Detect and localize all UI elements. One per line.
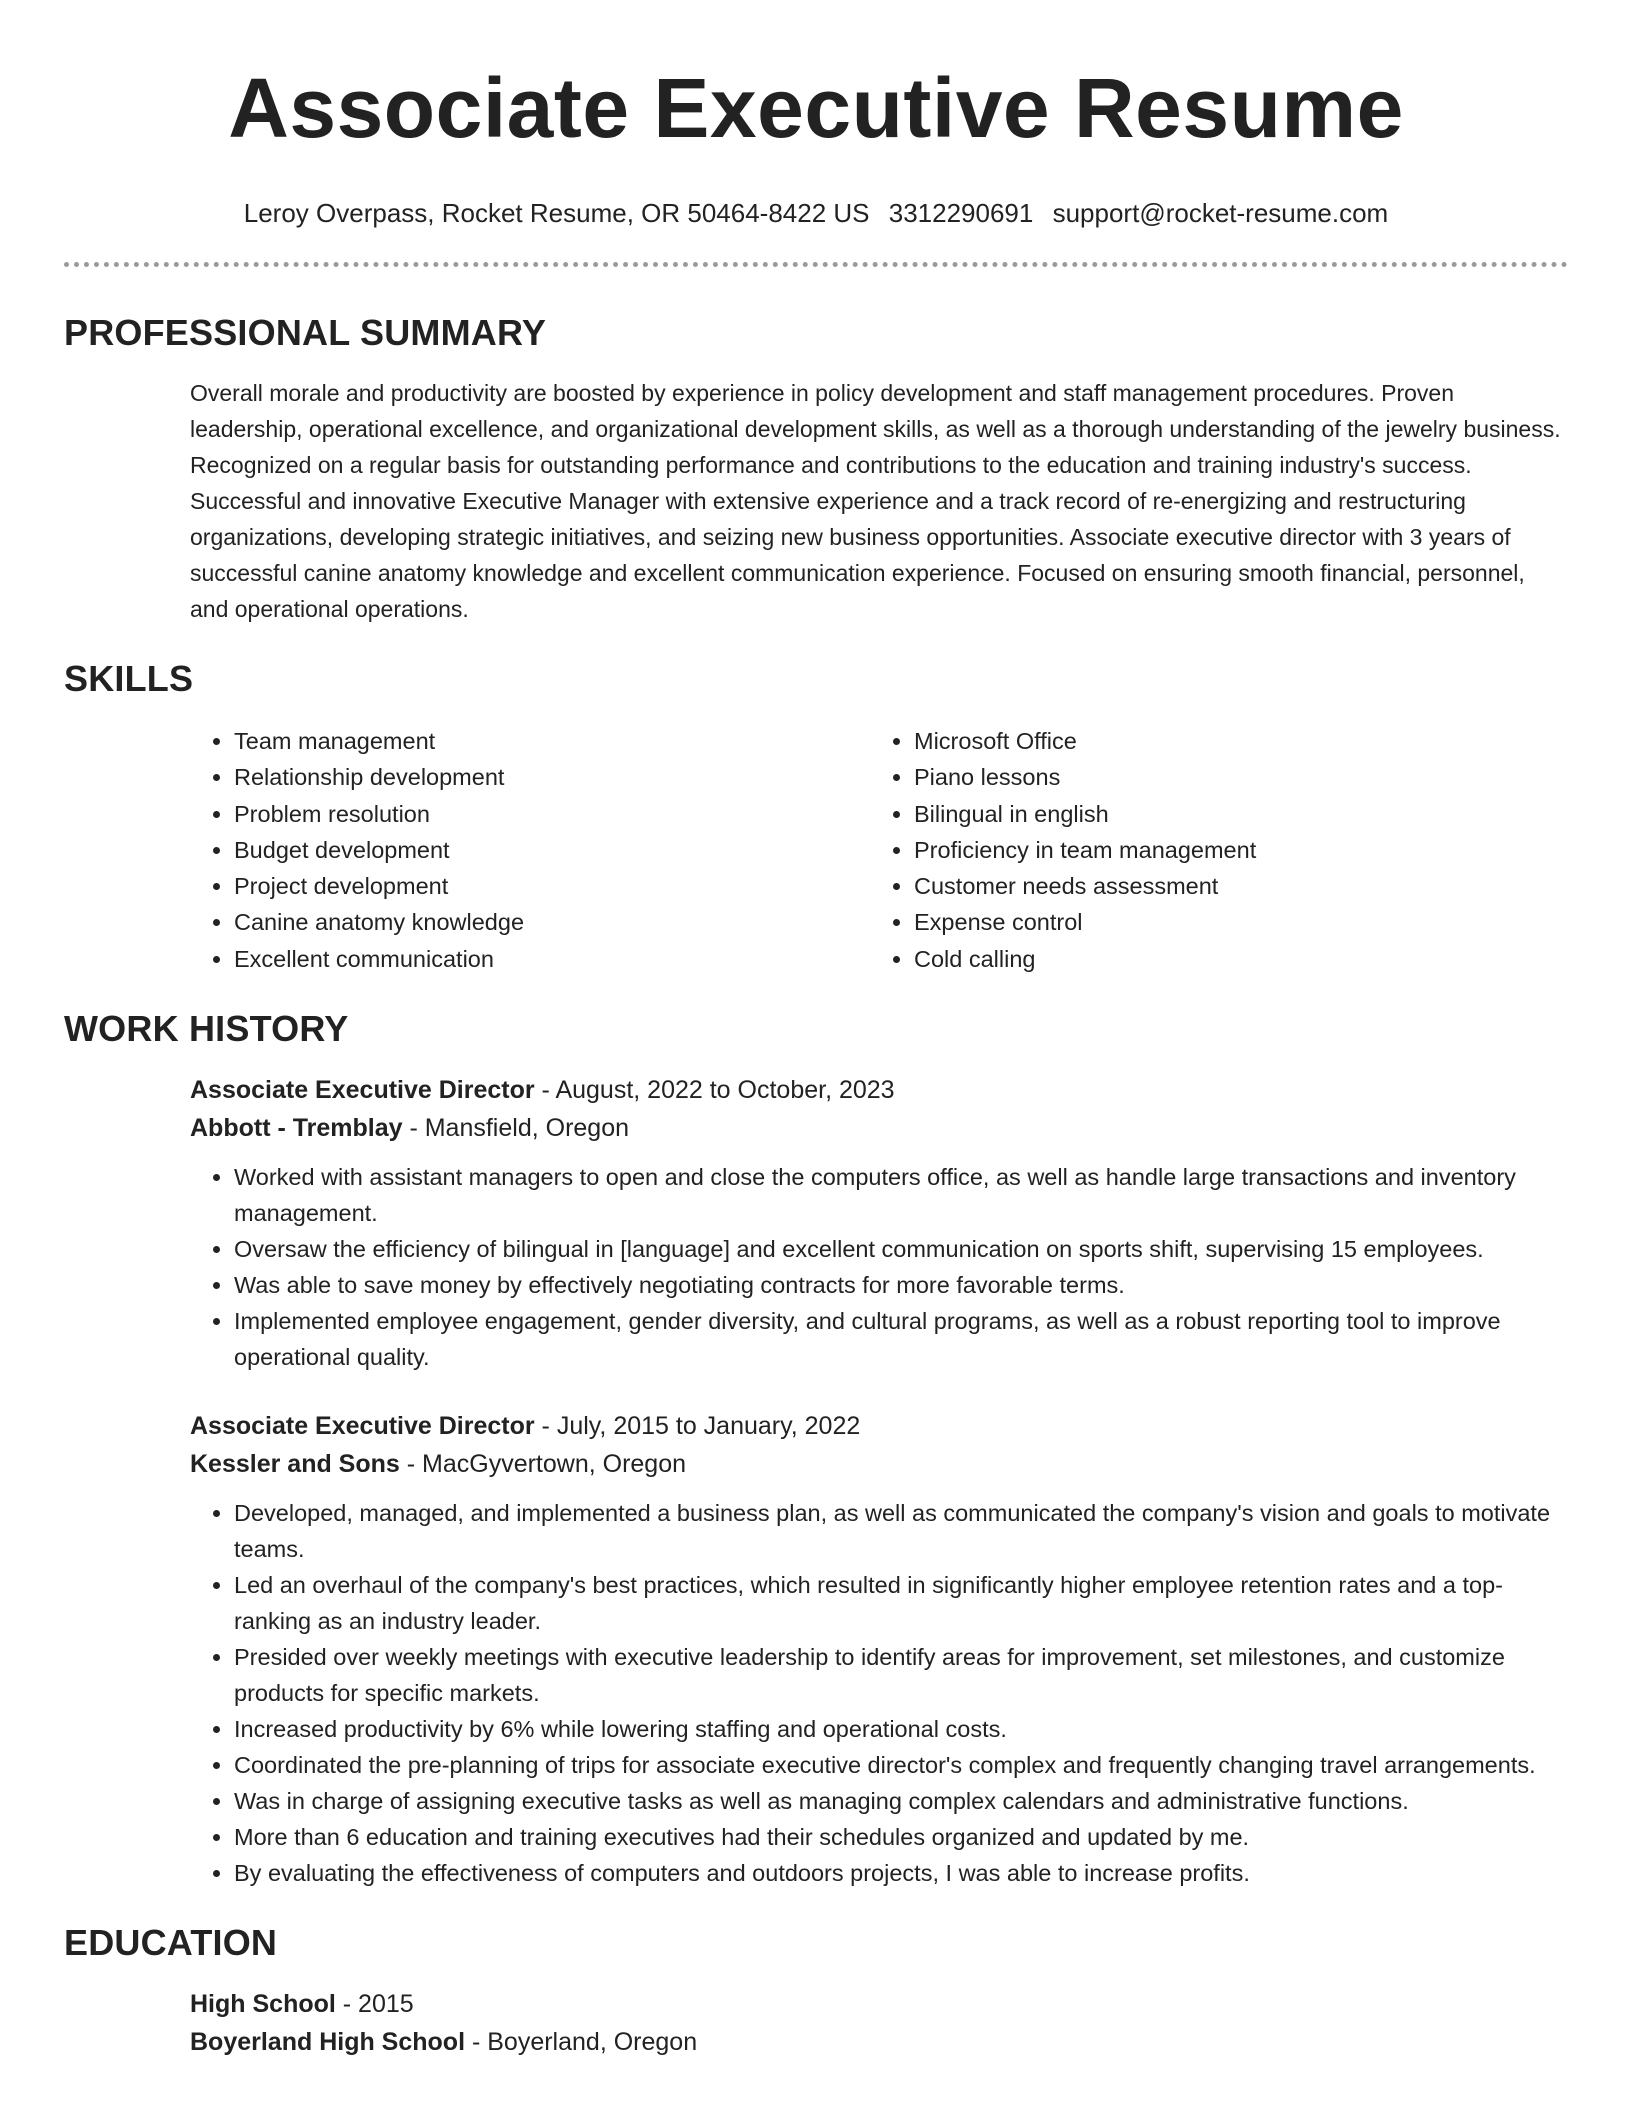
skill-item: • Budget development [234,832,870,868]
skills-column-left [190,723,870,977]
job-dates: - July, 2015 to January, 2022 [534,1412,861,1441]
skill-item: • Excellent communication [234,941,870,977]
job-bullet: • Coordinated the pre-planning of trips for associate executive director's complex and frequently changing travel arrangements. [234,1747,1568,1783]
skills-section [64,657,1568,977]
resume-title: Associate Executive Resume [228,61,1404,155]
job-location: - MacGyvertown, Oregon [399,1450,687,1479]
skill-item: • Piano lessons [914,759,1550,795]
skill-item: • Bilingual in english [914,796,1550,832]
contact-email: support@rocket-resume.com [1052,198,1389,228]
job-bullet: • Developed, managed, and implemented a business plan, as well as communicated the company's vision and goals to motivate teams. [234,1495,1568,1567]
job-entry [190,1071,1568,1375]
job-bullet: • Was able to save money by effectively negotiating contracts for more favorable terms. [234,1267,1568,1303]
job-bullet: • Was in charge of assigning executive tasks as well as managing complex calendars and administrative functions. [234,1783,1568,1819]
job-title-line [190,1071,1568,1109]
education-school: Boyerland High School [190,2028,466,2057]
job-company: Kessler and Sons [190,1450,400,1479]
education-location: - Boyerland, Oregon [465,2028,698,2057]
job-company: Abbott - Tremblay [190,1114,403,1143]
job-bullet: • Implemented employee engagement, gender diversity, and cultural programs, as well as a robust reporting tool to improve operational quality. [234,1303,1568,1375]
job-bullet: • Led an overhaul of the company's best practices, which resulted in significantly higher employee retention rates and a top-ranking as an industry leader. [234,1567,1568,1639]
contact-info [64,198,1568,228]
education-section [64,1921,1568,2061]
skill-item: • Customer needs assessment [914,868,1550,904]
job-bullet: • More than 6 education and training executives had their schedules organized and updated by me. [234,1819,1568,1855]
job-title: Associate Executive Director [190,1412,535,1441]
job-title: Associate Executive Director [190,1076,535,1105]
skill-item: • Problem resolution [234,796,870,832]
work-history-heading: WORK HISTORY [64,1008,349,1050]
skill-item: • Relationship development [234,759,870,795]
job-bullet: • Increased productivity by 6% while lowering staffing and operational costs. [234,1711,1568,1747]
job-bullets [190,1159,1568,1375]
education-degree-line [190,1985,1568,2023]
job-bullets [190,1495,1568,1891]
contact-address: Leroy Overpass, Rocket Resume, OR 50464-8422 US [243,198,870,228]
job-bullet: • Worked with assistant managers to open and close the computers office, as well as handle large transactions and inventory management. [234,1159,1568,1231]
contact-phone: 3312290691 [888,198,1034,228]
skills-column-right [870,723,1550,977]
summary-heading: PROFESSIONAL SUMMARY [64,312,547,353]
skills-list [190,723,1568,977]
work-history-section [64,1007,1568,1891]
skill-item: • Canine anatomy knowledge [234,904,870,940]
education-heading: EDUCATION [64,1922,278,1964]
education-school-line [190,2023,1568,2061]
header-divider [64,262,1568,267]
job-title-line [190,1407,1568,1445]
skill-item: • Project development [234,868,870,904]
skill-item: • Expense control [914,904,1550,940]
education-year: - 2015 [335,1990,414,2019]
job-bullet: • Oversaw the efficiency of bilingual in [language] and excellent communication on sports shift, supervising 15 employees. [234,1231,1568,1267]
skill-item: • Team management [234,723,870,759]
job-location: - Mansfield, Oregon [402,1114,630,1143]
skills-heading: SKILLS [64,658,194,699]
skill-item: • Cold calling [914,941,1550,977]
job-bullet: • By evaluating the effectiveness of computers and outdoors projects, I was able to increase profits. [234,1855,1568,1891]
summary-section [64,311,1568,627]
education-degree: High School [190,1990,336,2019]
job-dates: - August, 2022 to October, 2023 [534,1076,895,1105]
job-entry [190,1407,1568,1891]
job-bullet: • Presided over weekly meetings with executive leadership to identify areas for improvement, set milestones, and customize products for specific markets. [234,1639,1568,1711]
job-company-line [190,1445,1568,1483]
skill-item: • Microsoft Office [914,723,1550,759]
summary-text: Overall morale and productivity are boosted by experience in policy development and staff management procedures. Proven leadership, operational excellence, and organizational development skills, as well as a thorough understanding of the jewelry business. Recognized on a regular basis for outstanding performance and contributions to the education and training industry's success. Successful and innovative Executive Manager with extensive experience and a track record of re-energizing and restructuring organizations, developing strategic initiatives, and seizing new business opportunities. Associate executive director with 3 years of successful canine anatomy knowledge and excellent communication experience. Focused on ensuring smooth financial, personnel, and operational operations. [190,380,1561,622]
skill-item: • Proficiency in team management [914,832,1550,868]
job-company-line [190,1109,1568,1147]
